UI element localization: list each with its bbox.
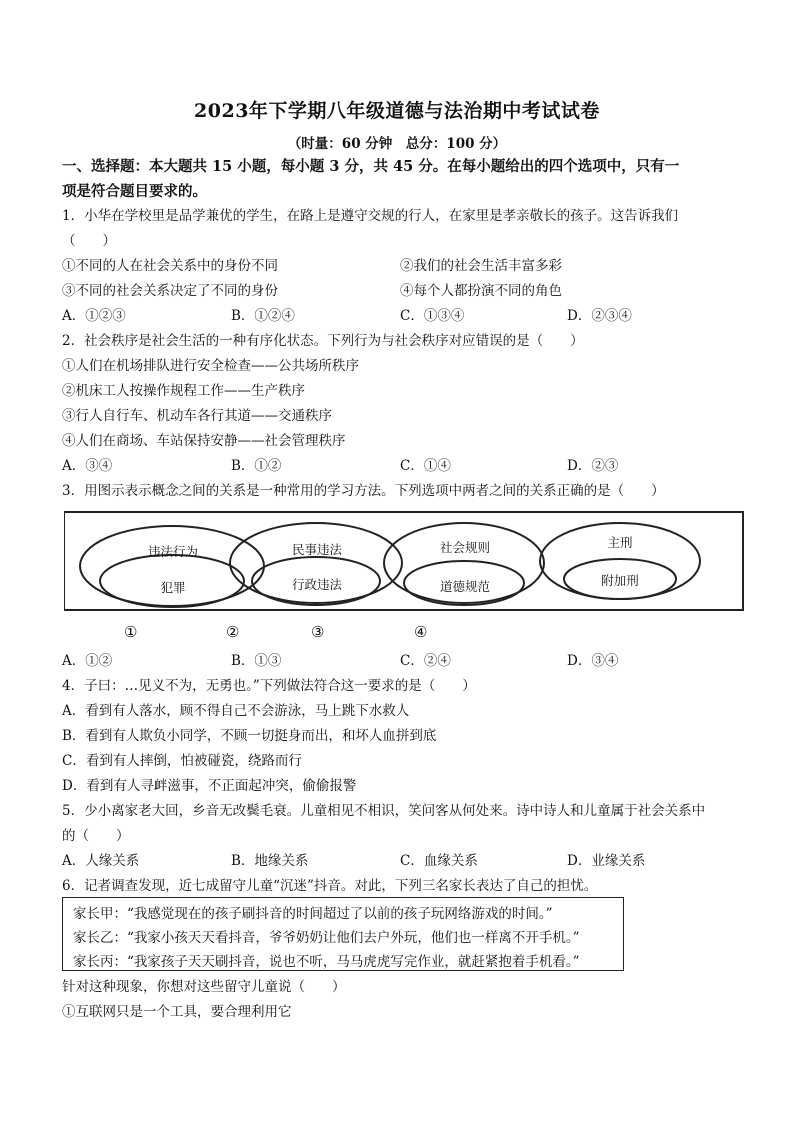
q4-option-b: B．看到有人欺负小同学，不顾一切挺身而出，和坏人血拼到底	[62, 728, 437, 744]
diagram-outer-label-1: 违法行为	[147, 544, 198, 559]
q2-option-d: D．②③	[567, 458, 619, 474]
q4-option-d: D．看到有人寻衅滋事，不正面起冲突，偷偷报警	[62, 778, 357, 794]
q1-stem-line1: 1．小华在学校里是品学兼优的学生，在路上是遵守交规的行人，在家里是孝亲敬长的孩子。这告诉我们	[62, 208, 679, 224]
diagram-outer-label-2: 民事违法	[291, 542, 342, 557]
q3-option-a: A．①②	[62, 653, 113, 669]
q5-stem-line1: 5．少小离家老大回，乡音无改鬓毛衰。儿童相见不相识，笑问客从何处来。诗中诗人和儿童属于社会关系中	[62, 803, 706, 819]
q1-option-d: D．②③④	[567, 308, 632, 324]
q1-option-c: C．①③④	[400, 308, 465, 324]
q4-stem: 4．子曰：…见义不为，无勇也。”下列做法符合这一要求的是（ ）	[62, 678, 476, 694]
q3-stem: 3．用图示表示概念之间的关系是一种常用的学习方法。下列选项中两者之间的关系正确的是（ ）	[62, 483, 665, 499]
parents-quote-box	[62, 897, 624, 971]
section-heading-line2: 项是符合题目要求的。	[62, 183, 207, 200]
parent-b-quote: 家长乙：“我家小孩天天看抖音，爷爷奶奶让他们去户外玩，他们也一样离不开手机。”	[73, 930, 580, 946]
concept-diagram-frame	[64, 511, 744, 611]
q5-option-c: C．血缘关系	[400, 853, 478, 869]
q1-item-3: ③不同的社会关系决定了不同的身份	[62, 283, 278, 299]
q1-item-1: ①不同的人在社会关系中的身份不同	[62, 258, 278, 274]
q3-option-b: B．①③	[231, 653, 282, 669]
diagram-inner-label-4: 附加刑	[601, 573, 639, 588]
diagram-number-2: ②	[226, 623, 240, 641]
diagram-inner-label-1: 犯罪	[160, 580, 186, 595]
parent-c-quote: 家长丙：“我家孩子天天刷抖音，说也不听，马马虎虎写完作业，就赶紧抱着手机看。”	[73, 954, 580, 970]
q2-item-2: ②机床工人按操作规程工作——生产秩序	[62, 383, 305, 399]
q1-item-2: ②我们的社会生活丰富多彩	[400, 258, 562, 274]
q2-option-c: C．①④	[400, 458, 451, 474]
q5-option-a: A．人缘关系	[62, 853, 140, 869]
q6-item-1: ①互联网只是一个工具，要合理利用它	[62, 1004, 292, 1020]
diagram-inner-label-2: 行政违法	[291, 577, 342, 592]
q2-option-b: B．①②	[231, 458, 282, 474]
diagram-outer-label-4: 主刑	[607, 535, 633, 550]
exam-subtitle: （时量：60 分钟 总分：100 分）	[287, 136, 507, 152]
q1-option-a: A．①②③	[62, 308, 126, 324]
diagram-number-3: ③	[311, 623, 325, 641]
exam-title: 2023年下学期八年级道德与法治期中考试试卷	[194, 100, 600, 122]
q1-stem-line2: （ ）	[62, 233, 116, 249]
q2-stem: 2．社会秩序是社会生活的一种有序化状态。下列行为与社会秩序对应错误的是（ ）	[62, 333, 584, 349]
q2-item-3: ③行人自行车、机动车各行其道——交通秩序	[62, 408, 332, 424]
diagram-inner-label-3: 道德规范	[439, 579, 490, 594]
q1-option-b: B．①②④	[231, 308, 295, 324]
q4-option-c: C．看到有人摔倒，怕被碰瓷，绕路而行	[62, 753, 302, 769]
q2-item-4: ④人们在商场、车站保持安静——社会管理秩序	[62, 433, 346, 449]
diagram-number-1: ①	[124, 623, 138, 641]
q2-item-1: ①人们在机场排队进行安全检查——公共场所秩序	[62, 358, 359, 374]
q5-option-d: D．业缘关系	[567, 853, 646, 869]
q1-item-4: ④每个人都扮演不同的角色	[400, 283, 562, 299]
parent-a-quote: 家长甲：“我感觉现在的孩子刷抖音的时间超过了以前的孩子玩网络游戏的时间。”	[73, 906, 553, 922]
q3-option-d: D．③④	[567, 653, 619, 669]
q5-option-b: B．地缘关系	[231, 853, 309, 869]
diagram-number-4: ④	[414, 623, 428, 641]
q3-option-c: C．②④	[400, 653, 451, 669]
q4-option-a: A．看到有人落水，顾不得自己不会游泳，马上跳下水救人	[62, 703, 410, 719]
q6-question: 针对这种现象，你想对这些留守儿童说（ ）	[62, 979, 346, 995]
q2-option-a: A．③④	[62, 458, 113, 474]
q5-stem-line2: 的（ ）	[62, 828, 130, 844]
section-heading-line1: 一、选择题：本大题共 15 小题，每小题 3 分，共 45 分。在每小题给出的四个选项中，只有一	[62, 158, 680, 175]
diagram-outer-label-3: 社会规则	[439, 540, 490, 555]
q6-stem: 6．记者调查发现，近七成留守儿童“沉迷”抖音。对此，下列三名家长表达了自己的担忧。	[62, 878, 598, 894]
concept-diagram	[64, 511, 744, 611]
